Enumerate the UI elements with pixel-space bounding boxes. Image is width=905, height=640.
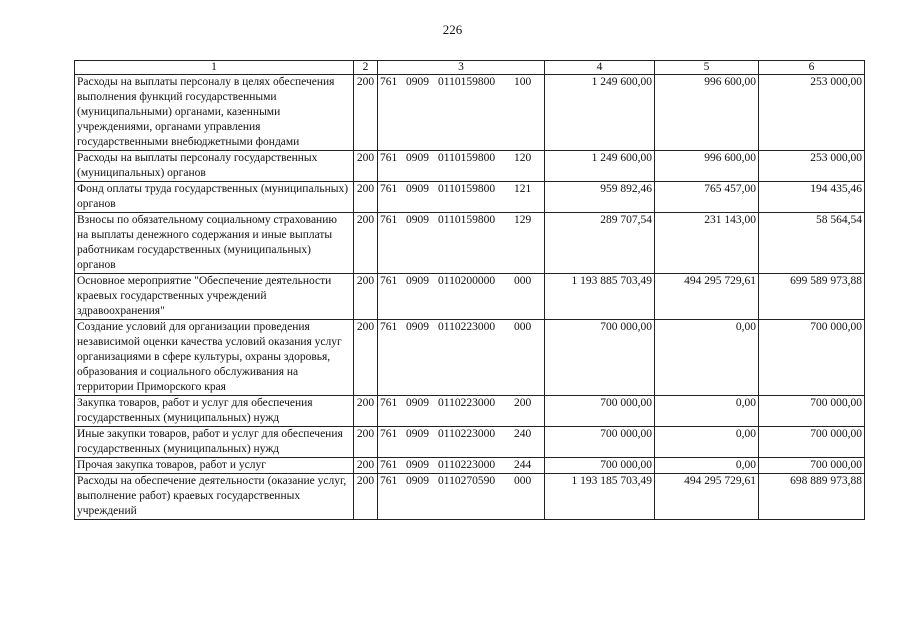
ministry-code: 761 xyxy=(380,76,398,88)
target-article-code: 0110223000 xyxy=(438,428,496,440)
budget-classification-code xyxy=(378,320,545,396)
ministry-code: 761 xyxy=(380,428,398,440)
amount-column-6: 700 000,00 xyxy=(759,427,865,458)
budget-classification-code xyxy=(378,396,545,427)
amount-column-5: 765 457,00 xyxy=(655,182,759,213)
amount-column-4: 959 892,46 xyxy=(545,182,655,213)
amount-column-5: 0,00 xyxy=(655,320,759,396)
column-2-code: 200 xyxy=(354,151,378,182)
expense-type-code: 000 xyxy=(514,321,532,333)
budget-classification-code xyxy=(378,427,545,458)
table-row xyxy=(75,396,865,427)
expense-name: Закупка товаров, работ и услуг для обеспечения государственных (муниципальных) нужд xyxy=(75,396,354,427)
amount-column-4: 289 707,54 xyxy=(545,213,655,274)
amount-column-5: 996 600,00 xyxy=(655,151,759,182)
budget-classification-code xyxy=(378,274,545,320)
target-article-code: 0110223000 xyxy=(438,321,496,333)
amount-column-4: 1 249 600,00 xyxy=(545,75,655,151)
amount-column-4: 700 000,00 xyxy=(545,320,655,396)
ministry-code: 761 xyxy=(380,459,398,471)
expense-type-code: 000 xyxy=(514,475,532,487)
target-article-code: 0110270590 xyxy=(438,475,496,487)
ministry-code: 761 xyxy=(380,152,398,164)
table-row xyxy=(75,458,865,474)
expense-name: Прочая закупка товаров, работ и услуг xyxy=(75,458,354,474)
amount-column-4: 1 193 885 703,49 xyxy=(545,274,655,320)
amount-column-4: 700 000,00 xyxy=(545,427,655,458)
column-header: 2 xyxy=(354,61,378,75)
amount-column-5: 494 295 729,61 xyxy=(655,474,759,520)
table-row xyxy=(75,427,865,458)
column-2-code: 200 xyxy=(354,182,378,213)
ministry-code: 761 xyxy=(380,321,398,333)
column-2-code: 200 xyxy=(354,396,378,427)
section-code: 0909 xyxy=(406,76,429,88)
expense-name: Расходы на выплаты персоналу государственных (муниципальных) органов xyxy=(75,151,354,182)
amount-column-6: 698 889 973,88 xyxy=(759,474,865,520)
target-article-code: 0110200000 xyxy=(438,275,496,287)
table-row xyxy=(75,320,865,396)
table-row xyxy=(75,213,865,274)
expense-name: Фонд оплаты труда государственных (муниципальных) органов xyxy=(75,182,354,213)
expense-type-code: 120 xyxy=(514,152,532,164)
amount-column-6: 699 589 973,88 xyxy=(759,274,865,320)
column-2-code: 200 xyxy=(354,213,378,274)
amount-column-4: 700 000,00 xyxy=(545,458,655,474)
amount-column-6: 194 435,46 xyxy=(759,182,865,213)
budget-classification-code xyxy=(378,151,545,182)
target-article-code: 0110223000 xyxy=(438,459,496,471)
budget-classification-code xyxy=(378,213,545,274)
amount-column-5: 996 600,00 xyxy=(655,75,759,151)
amount-column-4: 1 193 185 703,49 xyxy=(545,474,655,520)
column-2-code: 200 xyxy=(354,75,378,151)
amount-column-6: 700 000,00 xyxy=(759,320,865,396)
column-2-code: 200 xyxy=(354,274,378,320)
section-code: 0909 xyxy=(406,152,429,164)
section-code: 0909 xyxy=(406,459,429,471)
expense-type-code: 000 xyxy=(514,275,532,287)
column-2-code: 200 xyxy=(354,458,378,474)
budget-classification-code xyxy=(378,474,545,520)
expense-name: Иные закупки товаров, работ и услуг для обеспечения государственных (муниципальных) нужд xyxy=(75,427,354,458)
expense-type-code: 121 xyxy=(514,183,532,195)
amount-column-5: 0,00 xyxy=(655,458,759,474)
amount-column-6: 58 564,54 xyxy=(759,213,865,274)
column-header: 3 xyxy=(378,61,545,75)
expense-type-code: 200 xyxy=(514,397,532,409)
column-number-row xyxy=(75,61,865,75)
target-article-code: 0110159800 xyxy=(438,214,496,226)
budget-classification-code xyxy=(378,182,545,213)
table-row xyxy=(75,274,865,320)
expense-type-code: 244 xyxy=(514,459,532,471)
column-2-code: 200 xyxy=(354,474,378,520)
section-code: 0909 xyxy=(406,183,429,195)
page-number: 226 xyxy=(442,22,463,37)
amount-column-4: 700 000,00 xyxy=(545,396,655,427)
expense-type-code: 100 xyxy=(514,76,532,88)
ministry-code: 761 xyxy=(380,183,398,195)
expense-name: Расходы на обеспечение деятельности (оказание услуг, выполнение работ) краевых государственных учреждений xyxy=(75,474,354,520)
expense-name: Основное мероприятие "Обеспечение деятельности краевых государственных учреждений здравоохранения" xyxy=(75,274,354,320)
amount-column-6: 253 000,00 xyxy=(759,75,865,151)
amount-column-6: 700 000,00 xyxy=(759,396,865,427)
target-article-code: 0110159800 xyxy=(438,76,496,88)
target-article-code: 0110159800 xyxy=(438,152,496,164)
budget-table xyxy=(74,60,865,520)
expense-name: Создание условий для организации проведения независимой оценки качества условий оказания услуг организациями в сфере культуры, охраны здоровья, образования и социального обслуживания на территории Приморского края xyxy=(75,320,354,396)
table-row xyxy=(75,474,865,520)
table-row xyxy=(75,151,865,182)
column-header: 5 xyxy=(655,61,759,75)
amount-column-5: 0,00 xyxy=(655,427,759,458)
ministry-code: 761 xyxy=(380,475,398,487)
table-row xyxy=(75,75,865,151)
budget-classification-code xyxy=(378,75,545,151)
column-2-code: 200 xyxy=(354,320,378,396)
section-code: 0909 xyxy=(406,321,429,333)
amount-column-5: 231 143,00 xyxy=(655,213,759,274)
amount-column-6: 700 000,00 xyxy=(759,458,865,474)
column-2-code: 200 xyxy=(354,427,378,458)
expense-type-code: 129 xyxy=(514,214,532,226)
amount-column-5: 494 295 729,61 xyxy=(655,274,759,320)
section-code: 0909 xyxy=(406,428,429,440)
ministry-code: 761 xyxy=(380,275,398,287)
amount-column-4: 1 249 600,00 xyxy=(545,151,655,182)
column-header: 6 xyxy=(759,61,865,75)
target-article-code: 0110159800 xyxy=(438,183,496,195)
column-header: 4 xyxy=(545,61,655,75)
target-article-code: 0110223000 xyxy=(438,397,496,409)
ministry-code: 761 xyxy=(380,214,398,226)
section-code: 0909 xyxy=(406,475,429,487)
column-header: 1 xyxy=(75,61,354,75)
amount-column-5: 0,00 xyxy=(655,396,759,427)
section-code: 0909 xyxy=(406,275,429,287)
expense-name: Расходы на выплаты персоналу в целях обеспечения выполнения функций государственными (муниципальными) органами, казенными учреждениями, органами управления государственными внебюджетными фондами xyxy=(75,75,354,151)
budget-classification-code xyxy=(378,458,545,474)
section-code: 0909 xyxy=(406,214,429,226)
table-row xyxy=(75,182,865,213)
section-code: 0909 xyxy=(406,397,429,409)
expense-type-code: 240 xyxy=(514,428,532,440)
expense-name: Взносы по обязательному социальному страхованию на выплаты денежного содержания и иные выплаты работникам государственных (муниципальных) органов xyxy=(75,213,354,274)
ministry-code: 761 xyxy=(380,397,398,409)
amount-column-6: 253 000,00 xyxy=(759,151,865,182)
